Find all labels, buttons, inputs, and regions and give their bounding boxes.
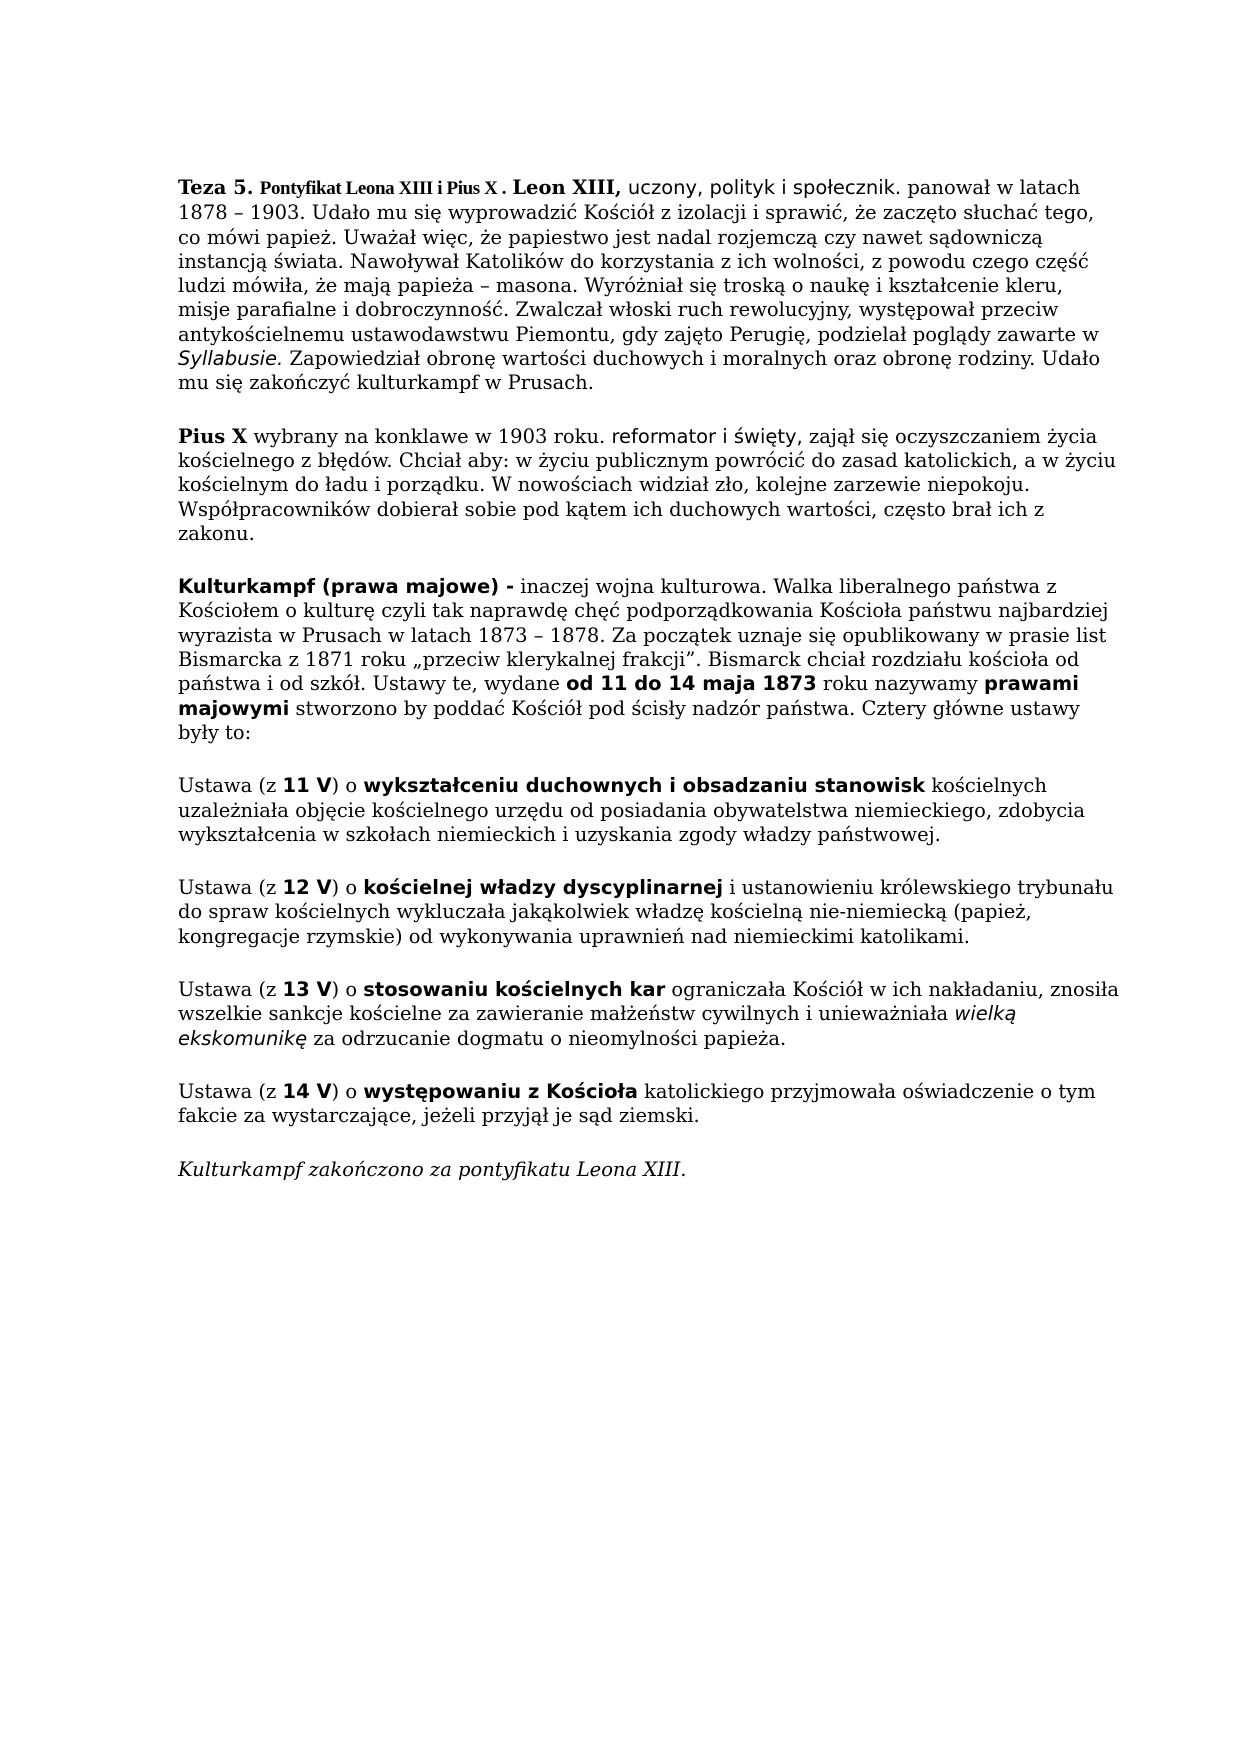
paragraph-kulturkampf [178,575,1120,745]
excommunication-term: wielką ekskomunikę [178,1002,1017,1050]
law-subject: wykształceniu duchownych i obsadzaniu stanowisk [363,774,926,798]
leon-xiii-roles: uczony, polityk i społecznik. [627,176,902,199]
thesis-number: Teza 5. [178,176,254,199]
syllabus-term: Syllabusie. [178,347,284,371]
law-subject: stosowaniu kościelnych kar [363,978,666,1002]
pius-x-text-2: zajął się oczyszczaniem życia kościelnego z błędów. Chciał aby: w życiu publicznym powrócić do zasad katolickich, a w życiu kościelnym do ładu i porządku. W nowościach widział zło, kolejne zarzewie niepokoju. Współpracowników dobierał sobie pod kątem ich duchowych wartości, często brał ich z zakonu. [178,424,1117,545]
law-paragraph-14-may [178,1080,1120,1129]
law-description: i ustanowieniu królewskiego trybunału do spraw kościelnych wykluczała jakąkolwiek władzę kościelną nie-niemiecką (papież, kongregacje rzymskie) od wykonywania uprawnień nad niemieckimi katolikami. [178,876,1114,948]
law-connector: ) o [331,774,358,798]
may-laws-dates: od 11 do 14 maja 1873 [566,672,817,696]
law-subject: kościelnej władzy dyscyplinarnej [363,876,724,900]
law-description: katolickiego przyjmowała oświadczenie o tym fakcie za wystarczające, jeżeli przyjął je sąd ziemski. [178,1079,1096,1128]
law-prefix: Ustawa (z [178,978,277,1002]
law-connector: ) o [331,1079,358,1103]
kulturkampf-heading: Kulturkampf (prawa majowe) - [178,575,515,599]
document-body [178,176,1120,1211]
closing-sentence: Kulturkampf zakończono za pontyfikatu Leona XIII. [178,1157,687,1181]
law-subject: występowaniu z Kościoła [363,1079,638,1103]
paragraph-leon-xiii [178,176,1120,396]
law-paragraph-13-may [178,978,1120,1051]
kulturkampf-text-1: inaczej wojna kulturowa. Walka liberalnego państwa z Kościołem o kulturę czyli tak naprawdę chęć podporządkowania Kościoła państwu najbardziej wyrazista w Prusach w latach 1873 – 1878. Za początek uznaje się opublikowany w prasie list Bismarcka z 1871 roku „przeciw klerykalnej frakcji”. Bismarck chciał rozdziału kościoła od państwa i od szkół. Ustawy te, wydane [178,575,1109,696]
law-paragraph-12-may [178,876,1120,949]
law-date: 13 V [282,978,332,1002]
law-description: kościelnych uzależniała objęcie kościelnego urzędu od posiadania obywatelstwa niemieckiego, zdobycia wykształcenia w szkołach niemieckich i uzyskania zgody władzy państwowej. [178,774,1086,846]
law-connector: ) o [331,978,358,1002]
law-connector: ) o [331,876,358,900]
law-description: ograniczała Kościół w ich nakładaniu, znosiła wszelkie sankcje kościelne za zawieranie małżeństw cywilnych i unieważniała [178,978,1119,1026]
law-date: 11 V [282,774,332,798]
thesis-topic: Pontyfikat Leona XIII i Pius X . [259,178,507,199]
law-prefix: Ustawa (z [178,1079,277,1103]
kulturkampf-text-3: stworzono by poddać Kościół pod ścisły nadzór państwa. Cztery główne ustawy były to: [178,696,1080,744]
kulturkampf-text-2: roku nazywamy [822,672,978,696]
leon-xiii-name: Leon XIII, [512,176,622,199]
law-prefix: Ustawa (z [178,774,277,798]
law-paragraph-11-may [178,774,1120,847]
law-description-end: za odrzucanie dogmatu o nieomylności papieża. [313,1026,787,1050]
may-laws-name: prawami majowymi [178,672,1079,720]
pius-x-roles: reformator i święty, [611,424,803,448]
leon-xiii-text-2: Zapowiedział obronę wartości duchowych i moralnych oraz obronę rodziny. Udało mu się zakończyć kulturkampf w Prusach. [178,347,1101,395]
pius-x-name: Pius X [178,424,248,448]
law-date: 12 V [282,876,332,900]
leon-xiii-text-1: panował w latach 1878 – 1903. Udało mu się wyprowadzić Kościół z izolacji i sprawić, że zaczęto słuchać tego, co mówi papież. Uważał więc, że papiestwo jest nadal rozjemczą czy nawet sądowniczą instancją świata. Nawoływał Katolików do korzystania z ich wolności, z powodu czego część ludzi mówiła, że mają papieża – masona. Wyróżniał się troską o naukę i kształcenie kleru, misje parafialne i dobroczynność. Zwalczał włoski ruch rewolucyjny, występował przeciw antykościelnemu ustawodawstwu Piemontu, gdy zajęto Perugię, podzielał poglądy zawarte w [178,176,1099,346]
law-date: 14 V [282,1079,332,1103]
pius-x-text-1: wybrany na konklawe w 1903 roku. [253,424,606,448]
law-prefix: Ustawa (z [178,876,277,900]
paragraph-pius-x [178,425,1120,546]
